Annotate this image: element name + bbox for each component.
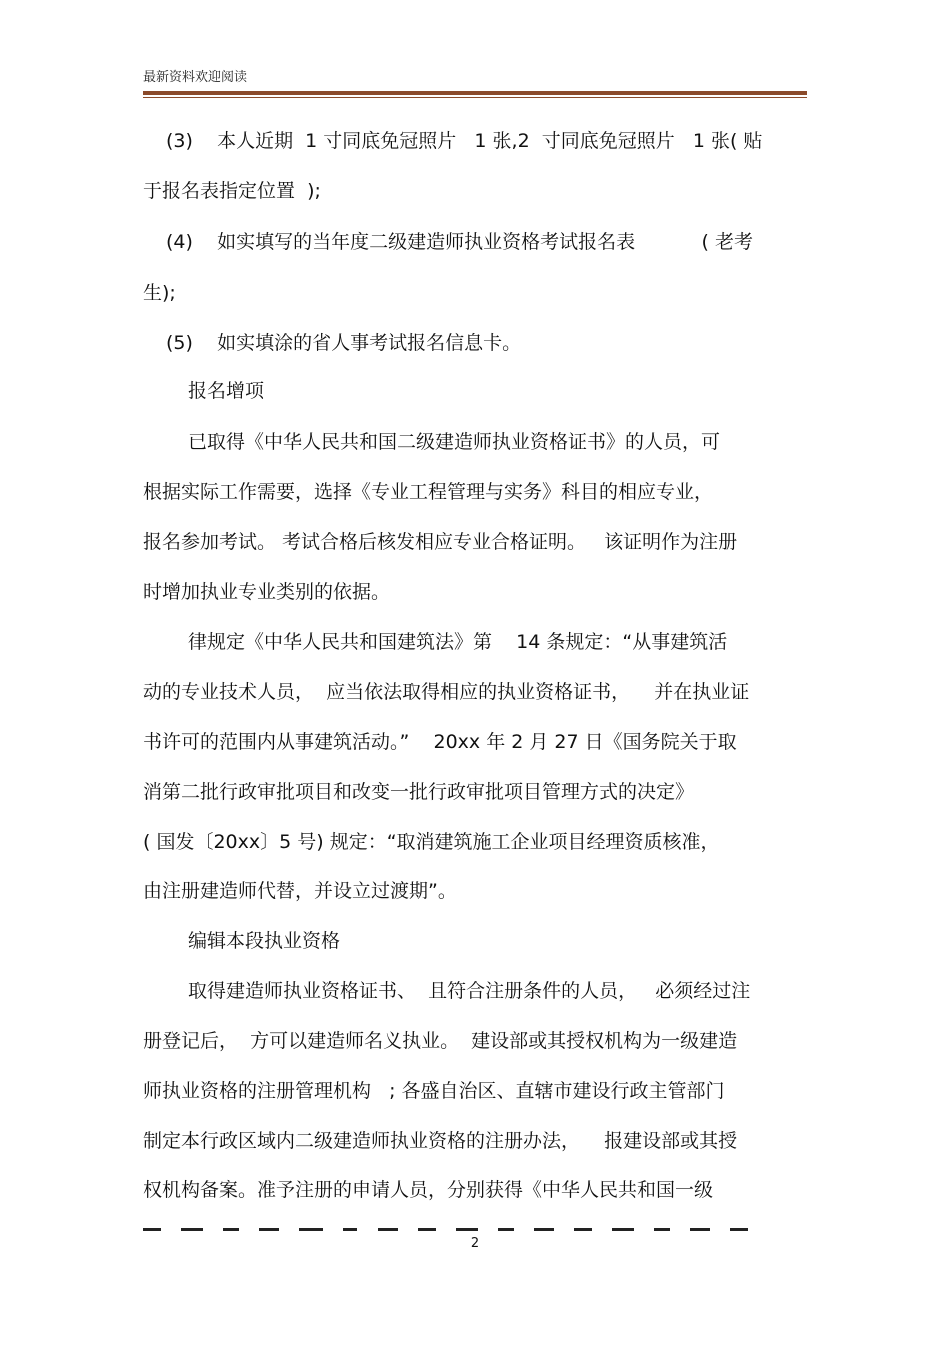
- line-item-3: (3) 本人近期 1 寸同底免冠照片 1 张,2 寸同底免冠照片 1 张( 贴: [166, 130, 763, 152]
- line-item-5: (5) 如实填涂的省人事考试报名信息卡。: [166, 332, 522, 354]
- page-number: 2: [470, 1236, 480, 1251]
- paragraph-line: 制定本行政区域内二级建造师执业资格的注册办法， 报建设部或其授: [143, 1130, 738, 1152]
- paragraph-line: 消第二批行政审批项目和改变一批行政审批项目管理方式的决定》: [143, 781, 695, 803]
- paragraph-line: 时增加执业专业类别的依据。: [143, 581, 391, 603]
- line-item-4-cont: 生);: [143, 282, 176, 304]
- paragraph-line: 由注册建造师代替，并设立过渡期”。: [143, 880, 457, 902]
- header-title: 最新资料欢迎阅读: [143, 70, 248, 85]
- paragraph-line: 报名参加考试。 考试合格后核发相应专业合格证明。 该证明作为注册: [143, 531, 738, 553]
- paragraph-line: 书许可的范围内从事建筑活动。” 20xx 年 2 月 27 日《国务院关于取: [143, 731, 737, 753]
- paragraph-line: 册登记后， 方可以建造师名义执业。 建设部或其授权机构为一级建造: [143, 1030, 738, 1052]
- line-item-3-cont: 于报名表指定位置 );: [143, 180, 321, 202]
- paragraph-line: ( 国发〔20xx〕5 号) 规定：“取消建筑施工企业项目经理资质核准，: [143, 831, 720, 853]
- paragraph-line: 权机构备案。准予注册的申请人员，分别获得《中华人民共和国一级: [143, 1179, 714, 1201]
- paragraph-line: 动的专业技术人员， 应当依法取得相应的执业资格证书， 并在执业证: [143, 681, 750, 703]
- paragraph-line: 律规定《中华人民共和国建筑法》第 14 条规定：“从事建筑活: [188, 631, 728, 653]
- header-rule-thin: [143, 97, 807, 98]
- header-rule-thick: [143, 91, 807, 95]
- paragraph-line: 根据实际工作需要，选择《专业工程管理与实务》科目的相应专业，: [143, 481, 714, 503]
- line-item-4: (4) 如实填写的当年度二级建造师执业资格考试报名表 ( 老考: [166, 231, 753, 253]
- cut-off-text-row: [143, 1226, 807, 1232]
- paragraph-line: 取得建造师执业资格证书、 且符合注册条件的人员， 必须经过注: [188, 980, 751, 1002]
- paragraph-line: 师执业资格的注册管理机构 ; 各盛自治区、直辖市建设行政主管部门: [143, 1080, 725, 1102]
- section-heading-qualification: 编辑本段执业资格: [188, 930, 341, 952]
- section-heading-registration: 报名增项: [188, 380, 265, 402]
- paragraph-line: 已取得《中华人民共和国二级建造师执业资格证书》的人员，可: [188, 431, 721, 453]
